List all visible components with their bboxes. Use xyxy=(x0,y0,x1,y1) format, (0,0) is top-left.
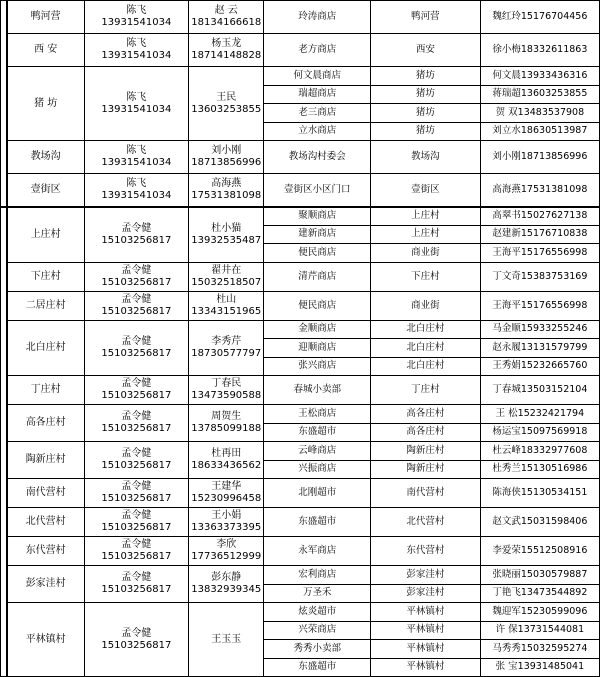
leader-cell xyxy=(189,537,264,566)
shop-name: 春城小卖部 xyxy=(264,376,371,405)
manager-phone: 15103256817 xyxy=(101,584,172,595)
manager-name: 陈飞 xyxy=(126,38,147,49)
manager-cell xyxy=(84,141,189,174)
leader-cell xyxy=(189,262,264,291)
manager-name: 孟令健 xyxy=(121,510,152,521)
leader-name: 李欣 xyxy=(216,539,237,550)
shop-contact: 高翠书15027627138 xyxy=(480,207,599,226)
manager-cell xyxy=(84,174,189,207)
leader-name: 杨玉龙 xyxy=(211,38,242,49)
shop-location: 平林镇村 xyxy=(371,621,481,640)
manager-cell xyxy=(84,479,189,508)
shop-location: 彭家洼村 xyxy=(371,584,481,603)
leader-phone: 17531381098 xyxy=(191,189,262,201)
shop-name: 宏利商店 xyxy=(264,566,371,585)
leader-cell xyxy=(189,67,264,141)
village-cell: 彭家洼村 xyxy=(7,566,84,603)
manager-phone: 15103256817 xyxy=(101,234,172,246)
shop-location: 上庄村 xyxy=(371,207,481,226)
shop-contact: 赵文武15031598406 xyxy=(480,508,599,537)
leader-cell xyxy=(189,34,264,67)
leader-name: 彭东静 xyxy=(211,572,242,583)
leader-cell xyxy=(189,508,264,537)
manager-phone: 15103256817 xyxy=(101,639,172,651)
shop-contact: 贺 双13483537908 xyxy=(480,104,599,123)
leader-phone: 13603253855 xyxy=(191,103,262,115)
shop-name: 东盛超市 xyxy=(264,423,371,442)
leader-cell xyxy=(189,207,264,263)
shop-location: 上庄村 xyxy=(371,225,481,244)
shop-name: 兴振商店 xyxy=(264,460,371,479)
shop-location: 平林镇村 xyxy=(371,658,481,677)
manager-phone: 15103256817 xyxy=(101,522,172,533)
shop-location: 北白庄村 xyxy=(371,357,481,376)
manager-name: 陈飞 xyxy=(126,5,147,16)
manager-name: 陈飞 xyxy=(126,91,147,103)
shop-contact: 刘立水18630513987 xyxy=(480,122,599,141)
manager-phone: 13931541034 xyxy=(101,157,172,168)
table-row xyxy=(1,207,600,226)
village-cell: 二居庄村 xyxy=(7,291,84,320)
shop-name: 东盛超市 xyxy=(264,508,371,537)
leader-cell xyxy=(189,405,264,442)
manager-name: 孟令健 xyxy=(121,481,152,492)
manager-phone: 13931541034 xyxy=(101,103,172,115)
shop-name: 金顺商店 xyxy=(264,320,371,339)
shop-contact: 刘小刚18713856996 xyxy=(480,141,599,174)
village-cell: 鸭河营 xyxy=(7,1,84,34)
leader-phone: 13932535487 xyxy=(191,234,262,246)
shop-contact: 徐小梅18332611863 xyxy=(480,34,599,67)
shop-location: 南代营村 xyxy=(371,479,481,508)
leader-name: 赵 云 xyxy=(214,5,238,16)
shop-location: 陶新庄村 xyxy=(371,460,481,479)
manager-cell xyxy=(84,508,189,537)
village-cell: 教场沟 xyxy=(7,141,84,174)
leader-phone: 13832939345 xyxy=(191,584,262,595)
village-cell: 陶新庄村 xyxy=(7,442,84,479)
shop-name: 建新商店 xyxy=(264,225,371,244)
table-row xyxy=(1,537,600,566)
table-row xyxy=(1,320,600,339)
manager-name: 孟令健 xyxy=(121,335,152,347)
leader-cell xyxy=(189,291,264,320)
manager-phone: 13931541034 xyxy=(101,17,172,28)
leader-cell xyxy=(189,376,264,405)
shop-location: 下庄村 xyxy=(371,262,481,291)
village-cell: 南代营村 xyxy=(7,479,84,508)
shop-contact: 高海燕17531381098 xyxy=(480,174,599,207)
shop-name: 北刚超市 xyxy=(264,479,371,508)
shop-name: 张兴商店 xyxy=(264,357,371,376)
leader-cell xyxy=(189,320,264,376)
shop-contact: 赵建新15176710838 xyxy=(480,225,599,244)
shop-contact: 张 宝13931485041 xyxy=(480,658,599,677)
shop-location: 高各庄村 xyxy=(371,405,481,424)
shop-name: 壹街区小区门口 xyxy=(264,174,371,207)
manager-cell xyxy=(84,67,189,141)
shop-contact: 丁春城13503152104 xyxy=(480,376,599,405)
leader-phone: 15032518507 xyxy=(191,276,262,288)
shop-contact: 马金顺15933255246 xyxy=(480,320,599,339)
table-row xyxy=(1,1,600,34)
leader-name: 王小娟 xyxy=(211,510,242,521)
manager-phone: 13931541034 xyxy=(101,50,172,61)
manager-phone: 15103256817 xyxy=(101,276,172,288)
manager-phone: 15103256817 xyxy=(101,347,172,359)
shop-location: 商业街 xyxy=(371,244,481,263)
shop-contact: 魏红玲15176704456 xyxy=(480,1,599,34)
leader-phone: 18713856996 xyxy=(191,157,262,168)
shop-contact: 李爱荣15512508916 xyxy=(480,537,599,566)
shop-location: 猪坊 xyxy=(371,122,481,141)
shop-contact: 蒋瑞超13603253855 xyxy=(480,85,599,104)
leader-name: 杜山 xyxy=(216,293,237,305)
village-cell: 东代营村 xyxy=(7,537,84,566)
shop-contact: 王海平15176556998 xyxy=(480,244,599,263)
table-row xyxy=(1,34,600,67)
shop-contact: 张晓丽15030579887 xyxy=(480,566,599,585)
leader-phone: 18714148828 xyxy=(191,50,262,61)
manager-phone: 15103256817 xyxy=(101,305,172,317)
shop-location: 猪坊 xyxy=(371,104,481,123)
leader-phone: 18134166618 xyxy=(191,17,262,28)
leader-cell xyxy=(189,1,264,34)
manager-name: 孟令健 xyxy=(121,264,152,276)
table-row xyxy=(1,405,600,424)
leader-phone: 15230996458 xyxy=(191,493,262,504)
shop-contact: 王秀娟15232665760 xyxy=(480,357,599,376)
manager-cell xyxy=(84,320,189,376)
village-cell: 壹街区 xyxy=(7,174,84,207)
manager-phone: 15103256817 xyxy=(101,423,172,434)
shop-name: 云峰商店 xyxy=(264,442,371,461)
shop-location: 平林镇村 xyxy=(371,603,481,622)
leader-name: 高海燕 xyxy=(211,177,242,189)
shop-name: 兴荣商店 xyxy=(264,621,371,640)
shop-name: 何文晨商店 xyxy=(264,67,371,86)
shop-location: 北白庄村 xyxy=(371,320,481,339)
shop-name: 炫炎超市 xyxy=(264,603,371,622)
manager-name: 孟令健 xyxy=(121,539,152,550)
village-cell: 北代营村 xyxy=(7,508,84,537)
shop-name: 王松商店 xyxy=(264,405,371,424)
shop-contact: 杜秀兰15130516986 xyxy=(480,460,599,479)
village-cell: 北白庄村 xyxy=(7,320,84,376)
leader-phone: 13785099188 xyxy=(191,423,262,434)
shop-name: 迎顺商店 xyxy=(264,339,371,358)
shop-contact: 丁文奇15383753169 xyxy=(480,262,599,291)
shop-location: 平林镇村 xyxy=(371,640,481,659)
shop-name: 老方商店 xyxy=(264,34,371,67)
shop-location: 猪坊 xyxy=(371,85,481,104)
table-row xyxy=(1,566,600,585)
shop-contact: 陈海侠15130534151 xyxy=(480,479,599,508)
shop-location: 东代营村 xyxy=(371,537,481,566)
table-row xyxy=(1,442,600,461)
shop-name: 永军商店 xyxy=(264,537,371,566)
manager-cell xyxy=(84,207,189,263)
shop-location: 猪坊 xyxy=(371,67,481,86)
leader-phone: 13473590588 xyxy=(191,390,262,401)
manager-name: 孟令健 xyxy=(121,378,152,389)
shop-location: 北代营村 xyxy=(371,508,481,537)
manager-name: 孟令健 xyxy=(121,627,152,639)
shop-contact: 许 保13731544081 xyxy=(480,621,599,640)
village-cell: 高各庄村 xyxy=(7,405,84,442)
manager-cell xyxy=(84,291,189,320)
manager-name: 孟令健 xyxy=(121,572,152,583)
shop-location: 丁庄村 xyxy=(371,376,481,405)
shop-contact: 马秀秀15032595274 xyxy=(480,640,599,659)
manager-phone: 15103256817 xyxy=(101,551,172,562)
shop-contact: 魏迎军15230599096 xyxy=(480,603,599,622)
shop-contact: 王 松15232421794 xyxy=(480,405,599,424)
shop-name: 玲涛商店 xyxy=(264,1,371,34)
leader-cell xyxy=(189,479,264,508)
shop-location: 高各庄村 xyxy=(371,423,481,442)
leader-cell xyxy=(189,603,264,677)
leader-name: 丁春民 xyxy=(211,378,242,389)
leader-cell xyxy=(189,174,264,207)
shop-contact: 赵永履13131579799 xyxy=(480,339,599,358)
manager-cell xyxy=(84,1,189,34)
shop-name: 清芹商店 xyxy=(264,262,371,291)
leader-phone: 18633436562 xyxy=(191,460,262,471)
shop-name: 便民商店 xyxy=(264,244,371,263)
shop-name: 万圣禾 xyxy=(264,584,371,603)
manager-phone: 13931541034 xyxy=(101,189,172,201)
manager-cell xyxy=(84,34,189,67)
village-cell: 西 安 xyxy=(7,34,84,67)
shop-name: 老三商店 xyxy=(264,104,371,123)
leader-name: 王建华 xyxy=(211,481,242,492)
manager-cell xyxy=(84,442,189,479)
table-row xyxy=(1,291,600,320)
leader-name: 王玉玉 xyxy=(211,633,242,645)
leader-name: 杜再田 xyxy=(211,448,242,459)
table-row xyxy=(1,141,600,174)
shop-location: 北白庄村 xyxy=(371,339,481,358)
leader-cell xyxy=(189,442,264,479)
manager-name: 孟令健 xyxy=(121,222,152,234)
leader-name: 周贺生 xyxy=(211,411,242,422)
shop-location: 教场沟 xyxy=(371,141,481,174)
table-row xyxy=(1,376,600,405)
manager-cell xyxy=(84,537,189,566)
village-cell: 下庄村 xyxy=(7,262,84,291)
shop-location: 西安 xyxy=(371,34,481,67)
leader-name: 王民 xyxy=(216,91,237,103)
village-cell: 猪 坊 xyxy=(7,67,84,141)
table-row xyxy=(1,262,600,291)
shop-location: 彭家洼村 xyxy=(371,566,481,585)
village-cell: 上庄村 xyxy=(7,207,84,263)
table-row xyxy=(1,67,600,86)
shop-location: 陶新庄村 xyxy=(371,442,481,461)
manager-name: 孟令健 xyxy=(121,411,152,422)
shop-name: 东盛超市 xyxy=(264,658,371,677)
shop-contact: 杜云峰18332977608 xyxy=(480,442,599,461)
leader-name: 刘小刚 xyxy=(211,145,242,156)
table-row xyxy=(1,479,600,508)
manager-cell xyxy=(84,405,189,442)
leader-cell xyxy=(189,566,264,603)
shop-name: 秀秀小卖部 xyxy=(264,640,371,659)
shop-name: 瑞超商店 xyxy=(264,85,371,104)
table-row xyxy=(1,603,600,622)
leader-name: 杜小猫 xyxy=(211,222,242,234)
shop-contact: 丁艳飞13473544892 xyxy=(480,584,599,603)
shop-contact: 杨运宝15097569918 xyxy=(480,423,599,442)
shop-contact: 何文晨13933436316 xyxy=(480,67,599,86)
leader-phone: 18730577797 xyxy=(191,347,262,359)
manager-phone: 15103256817 xyxy=(101,390,172,401)
manager-name: 孟令健 xyxy=(121,293,152,305)
manager-name: 陈飞 xyxy=(126,145,147,156)
manager-cell xyxy=(84,566,189,603)
shop-contact: 王海平15176556998 xyxy=(480,291,599,320)
village-cell: 丁庄村 xyxy=(7,376,84,405)
leader-name: 翟井在 xyxy=(211,264,242,276)
leader-name: 李秀芹 xyxy=(211,335,242,347)
table-row xyxy=(1,174,600,207)
leader-phone: 17736512999 xyxy=(191,551,262,562)
manager-phone: 15103256817 xyxy=(101,493,172,504)
manager-phone: 15103256817 xyxy=(101,460,172,471)
shop-location: 壹街区 xyxy=(371,174,481,207)
shop-location: 鸭河营 xyxy=(371,1,481,34)
manager-name: 陈飞 xyxy=(126,177,147,189)
manager-cell xyxy=(84,376,189,405)
manager-cell xyxy=(84,262,189,291)
village-cell: 平林镇村 xyxy=(7,603,84,677)
manager-cell xyxy=(84,603,189,677)
leader-cell xyxy=(189,141,264,174)
leader-phone: 13363373395 xyxy=(191,522,262,533)
shop-location: 商业街 xyxy=(371,291,481,320)
shop-name: 立水商店 xyxy=(264,122,371,141)
contact-table-body xyxy=(1,1,600,677)
table-row xyxy=(1,508,600,537)
shop-name: 教场沟村委会 xyxy=(264,141,371,174)
shop-name: 聚顺商店 xyxy=(264,207,371,226)
shop-name: 便民商店 xyxy=(264,291,371,320)
leader-phone: 13343151965 xyxy=(191,305,262,317)
manager-name: 孟令健 xyxy=(121,448,152,459)
